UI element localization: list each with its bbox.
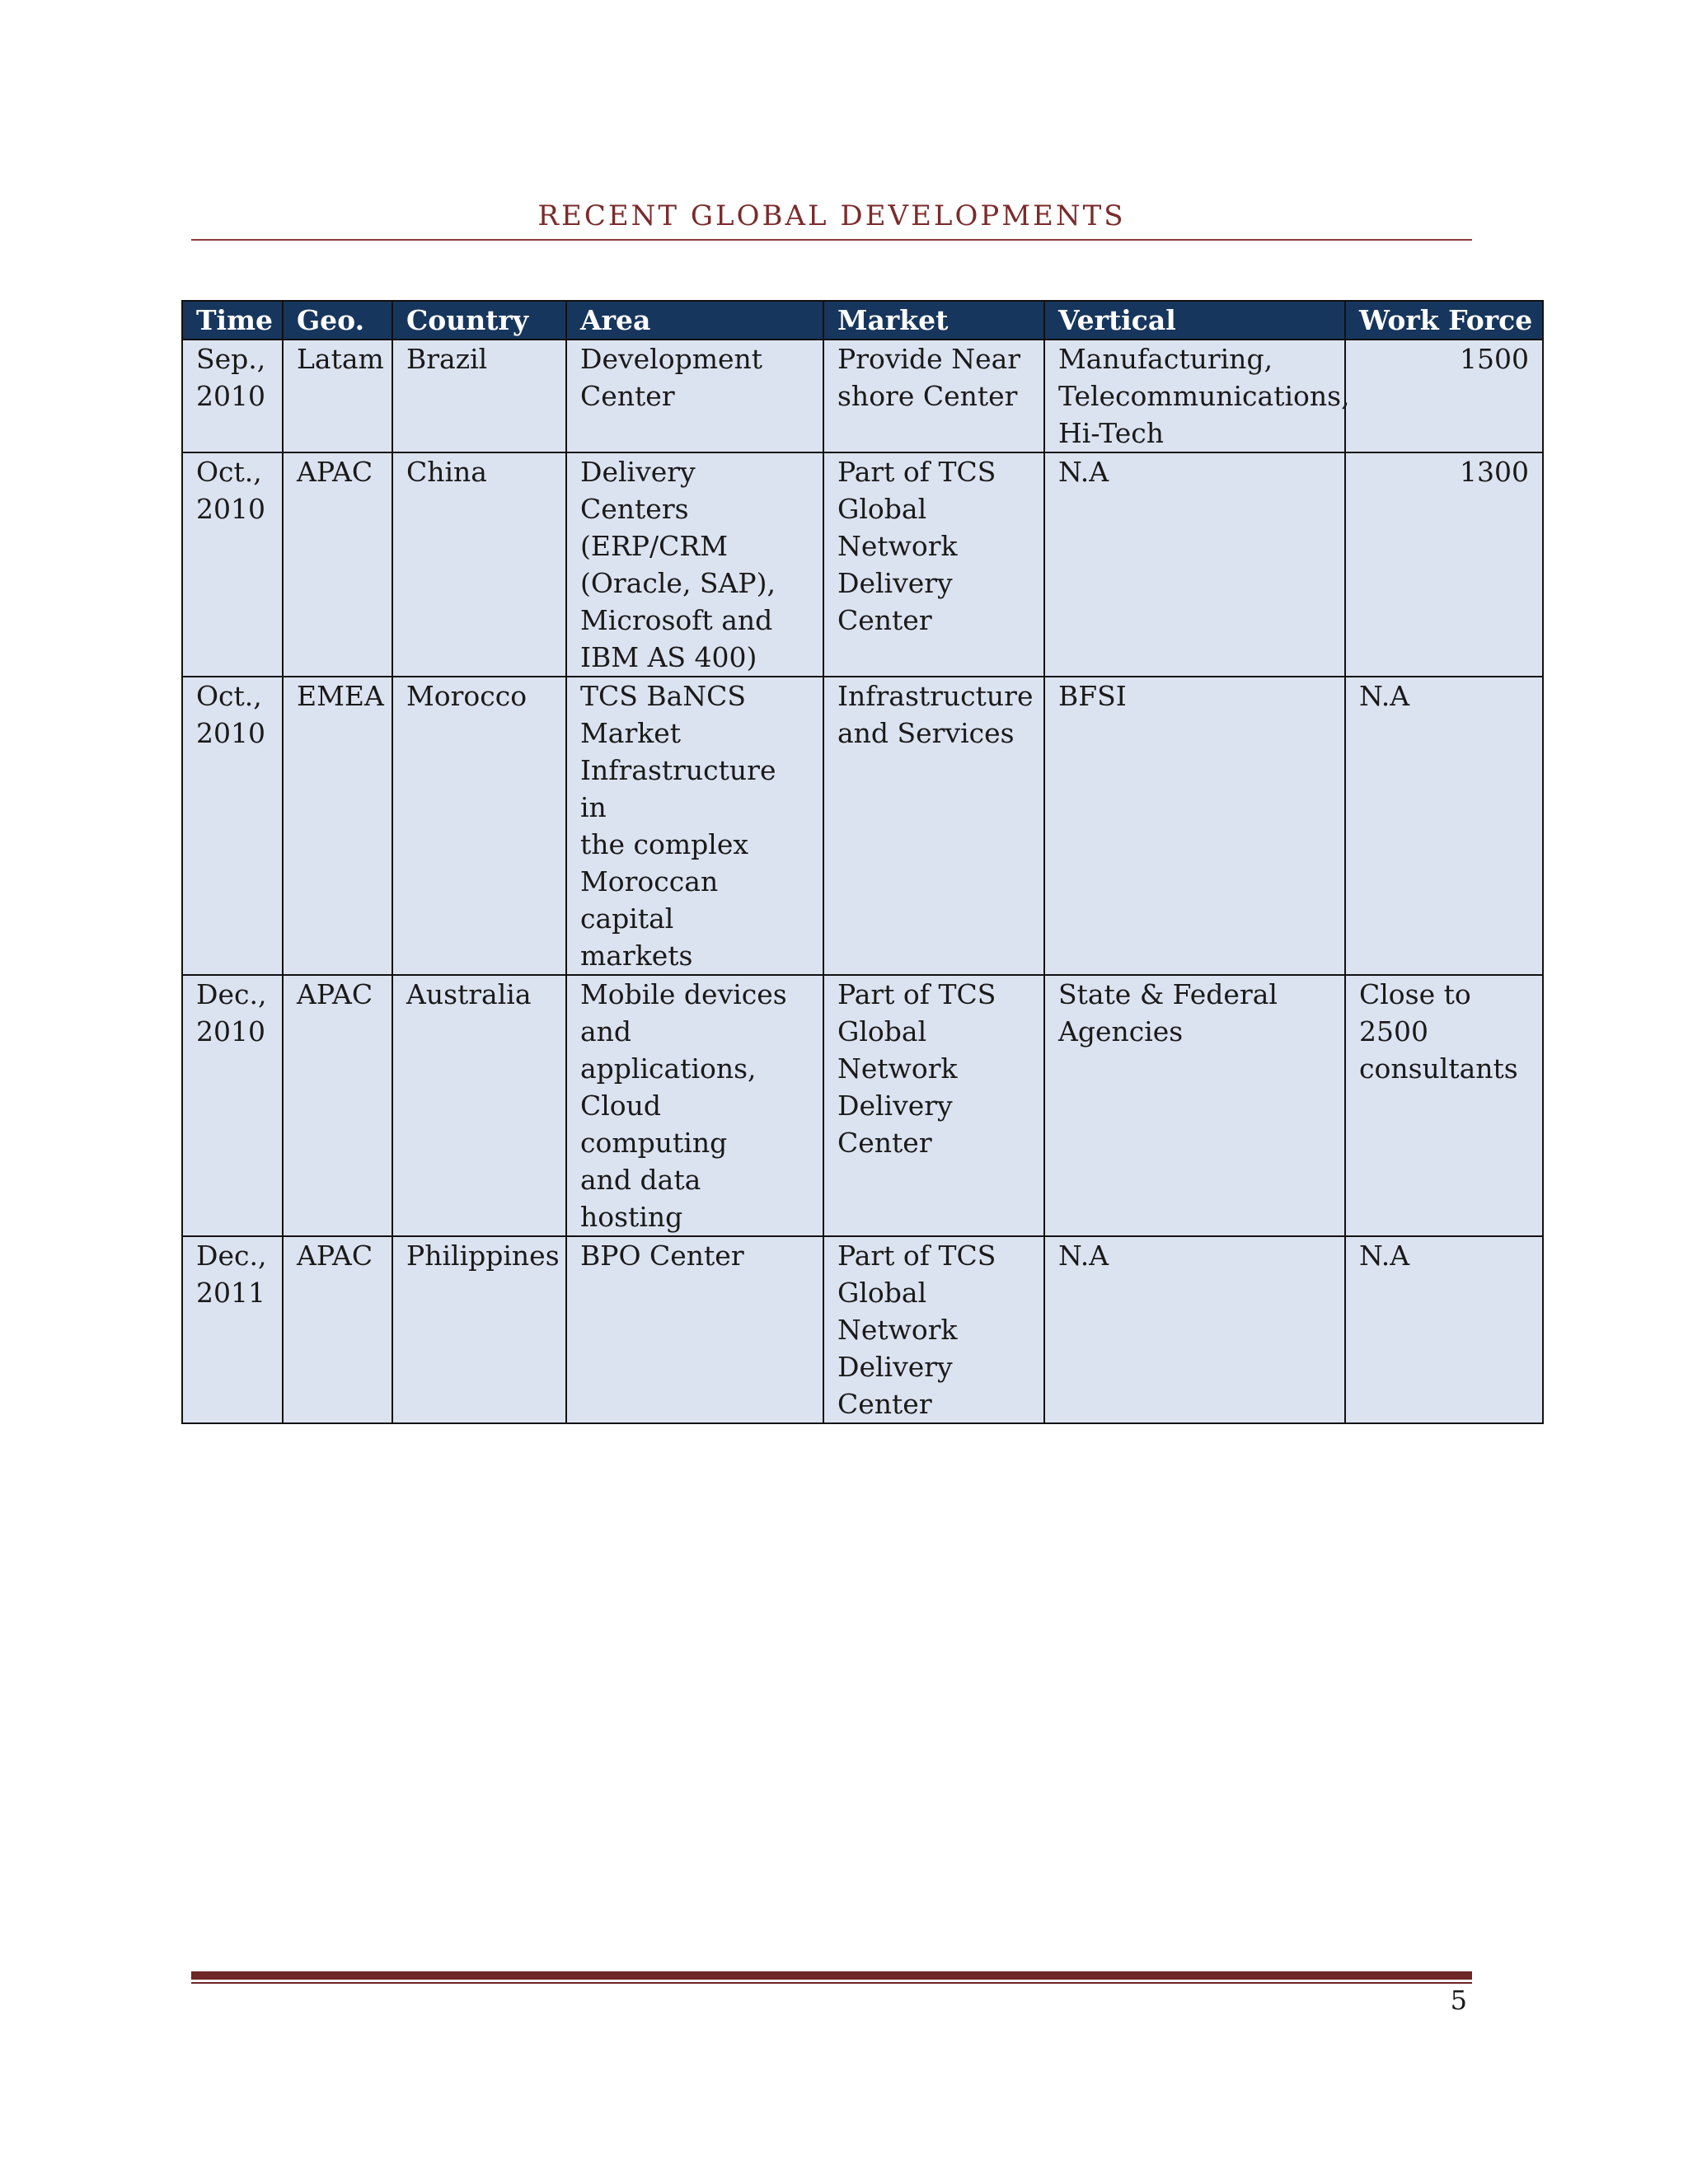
cell-country <box>392 677 566 975</box>
cell-text: TCS BaNCS Market Infrastructure in the complex Moroccan capital markets <box>580 680 776 972</box>
cell-text: Oct., 2010 <box>196 456 265 525</box>
header-work-force: Work Force <box>1345 301 1543 340</box>
table-row <box>182 1236 1543 1423</box>
page-number: 5 <box>1450 1985 1467 2016</box>
table-header-row <box>182 301 1543 340</box>
cell-market <box>823 677 1044 975</box>
header-area: Area <box>566 301 823 340</box>
cell-text: Philippines <box>406 1240 560 1272</box>
cell-text: N.A <box>1058 1240 1109 1272</box>
cell-vertical <box>1044 452 1345 677</box>
footer-divider-thin <box>191 1982 1472 1984</box>
cell-text: EMEA <box>297 680 384 712</box>
cell-vertical <box>1044 1236 1345 1423</box>
cell-geo <box>283 340 392 452</box>
cell-text: Delivery Centers (ERP/CRM (Oracle, SAP), Microsoft and IBM AS 400) <box>580 456 776 673</box>
cell-text: Morocco <box>406 680 528 712</box>
cell-text: BFSI <box>1058 680 1127 712</box>
header-country: Country <box>392 301 566 340</box>
table-row <box>182 452 1543 677</box>
cell-text: N.A <box>1359 1240 1410 1272</box>
cell-country <box>392 452 566 677</box>
cell-text: N.A <box>1058 456 1109 488</box>
cell-market <box>823 975 1044 1236</box>
cell-text: Manufacturing, Telecommunications, Hi-Tech <box>1058 343 1350 449</box>
cell-area <box>566 452 823 677</box>
cell-text: APAC <box>297 978 373 1010</box>
cell-vertical <box>1044 340 1350 452</box>
cell-time <box>182 340 283 452</box>
cell-time <box>182 975 283 1236</box>
cell-text: Brazil <box>406 343 488 375</box>
developments-table <box>181 300 1544 1424</box>
cell-text: State & Federal Agencies <box>1058 978 1278 1047</box>
cell-text: Sep., 2010 <box>196 343 266 412</box>
cell-work-force <box>1345 975 1543 1236</box>
header-time: Time <box>182 301 283 340</box>
cell-text: Development Center <box>580 343 763 412</box>
cell-text: Close to 2500 consultants <box>1359 978 1518 1085</box>
cell-text: Part of TCS Global Network Delivery Center <box>837 456 996 636</box>
cell-time <box>182 1236 283 1423</box>
cell-area <box>566 975 823 1236</box>
cell-country <box>392 340 566 452</box>
header-vertical: Vertical <box>1044 301 1345 340</box>
cell-market <box>823 1236 1044 1423</box>
cell-time <box>182 677 283 975</box>
header-geo: Geo. <box>283 301 392 340</box>
cell-text: Part of TCS Global Network Delivery Center <box>837 1240 996 1420</box>
cell-text: Infrastructure and Services <box>837 680 1034 749</box>
cell-text: APAC <box>297 456 373 488</box>
cell-time <box>182 452 283 677</box>
cell-country <box>392 1236 566 1423</box>
cell-area <box>566 677 823 975</box>
cell-text: APAC <box>297 1240 373 1272</box>
cell-text: BPO Center <box>580 1240 744 1272</box>
cell-text: Mobile devices and applications, Cloud computing and data hosting <box>580 978 787 1233</box>
cell-work-force <box>1345 1236 1543 1423</box>
cell-text: China <box>406 456 487 488</box>
cell-vertical <box>1044 975 1345 1236</box>
page-title: RECENT GLOBAL DEVELOPMENTS <box>537 199 1126 232</box>
table-row <box>182 677 1543 975</box>
cell-market <box>823 340 1044 452</box>
cell-text: 1300 <box>1460 456 1529 488</box>
cell-vertical <box>1044 677 1345 975</box>
cell-area <box>566 340 823 452</box>
cell-area <box>566 1236 823 1423</box>
table-row <box>182 340 1543 452</box>
table-row <box>182 975 1543 1236</box>
cell-geo <box>283 452 392 677</box>
cell-work-force <box>1345 340 1543 452</box>
cell-geo <box>283 677 392 975</box>
footer-divider-thick <box>191 1971 1472 1980</box>
cell-text: Oct., 2010 <box>196 680 265 749</box>
title-divider <box>191 239 1472 241</box>
cell-geo <box>283 975 392 1236</box>
cell-work-force <box>1345 452 1543 677</box>
cell-text: Dec., 2011 <box>196 1240 267 1309</box>
cell-text: Dec., 2010 <box>196 978 267 1047</box>
header-market: Market <box>823 301 1044 340</box>
cell-text: Provide Near shore Center <box>837 343 1021 412</box>
cell-work-force <box>1345 677 1543 975</box>
cell-market <box>823 452 1044 677</box>
cell-geo <box>283 1236 392 1423</box>
cell-text: N.A <box>1359 680 1410 712</box>
cell-text: Australia <box>406 978 532 1010</box>
cell-text: Part of TCS Global Network Delivery Center <box>837 978 996 1159</box>
cell-text: Latam <box>297 343 384 375</box>
cell-text: 1500 <box>1460 343 1529 375</box>
cell-country <box>392 975 566 1236</box>
